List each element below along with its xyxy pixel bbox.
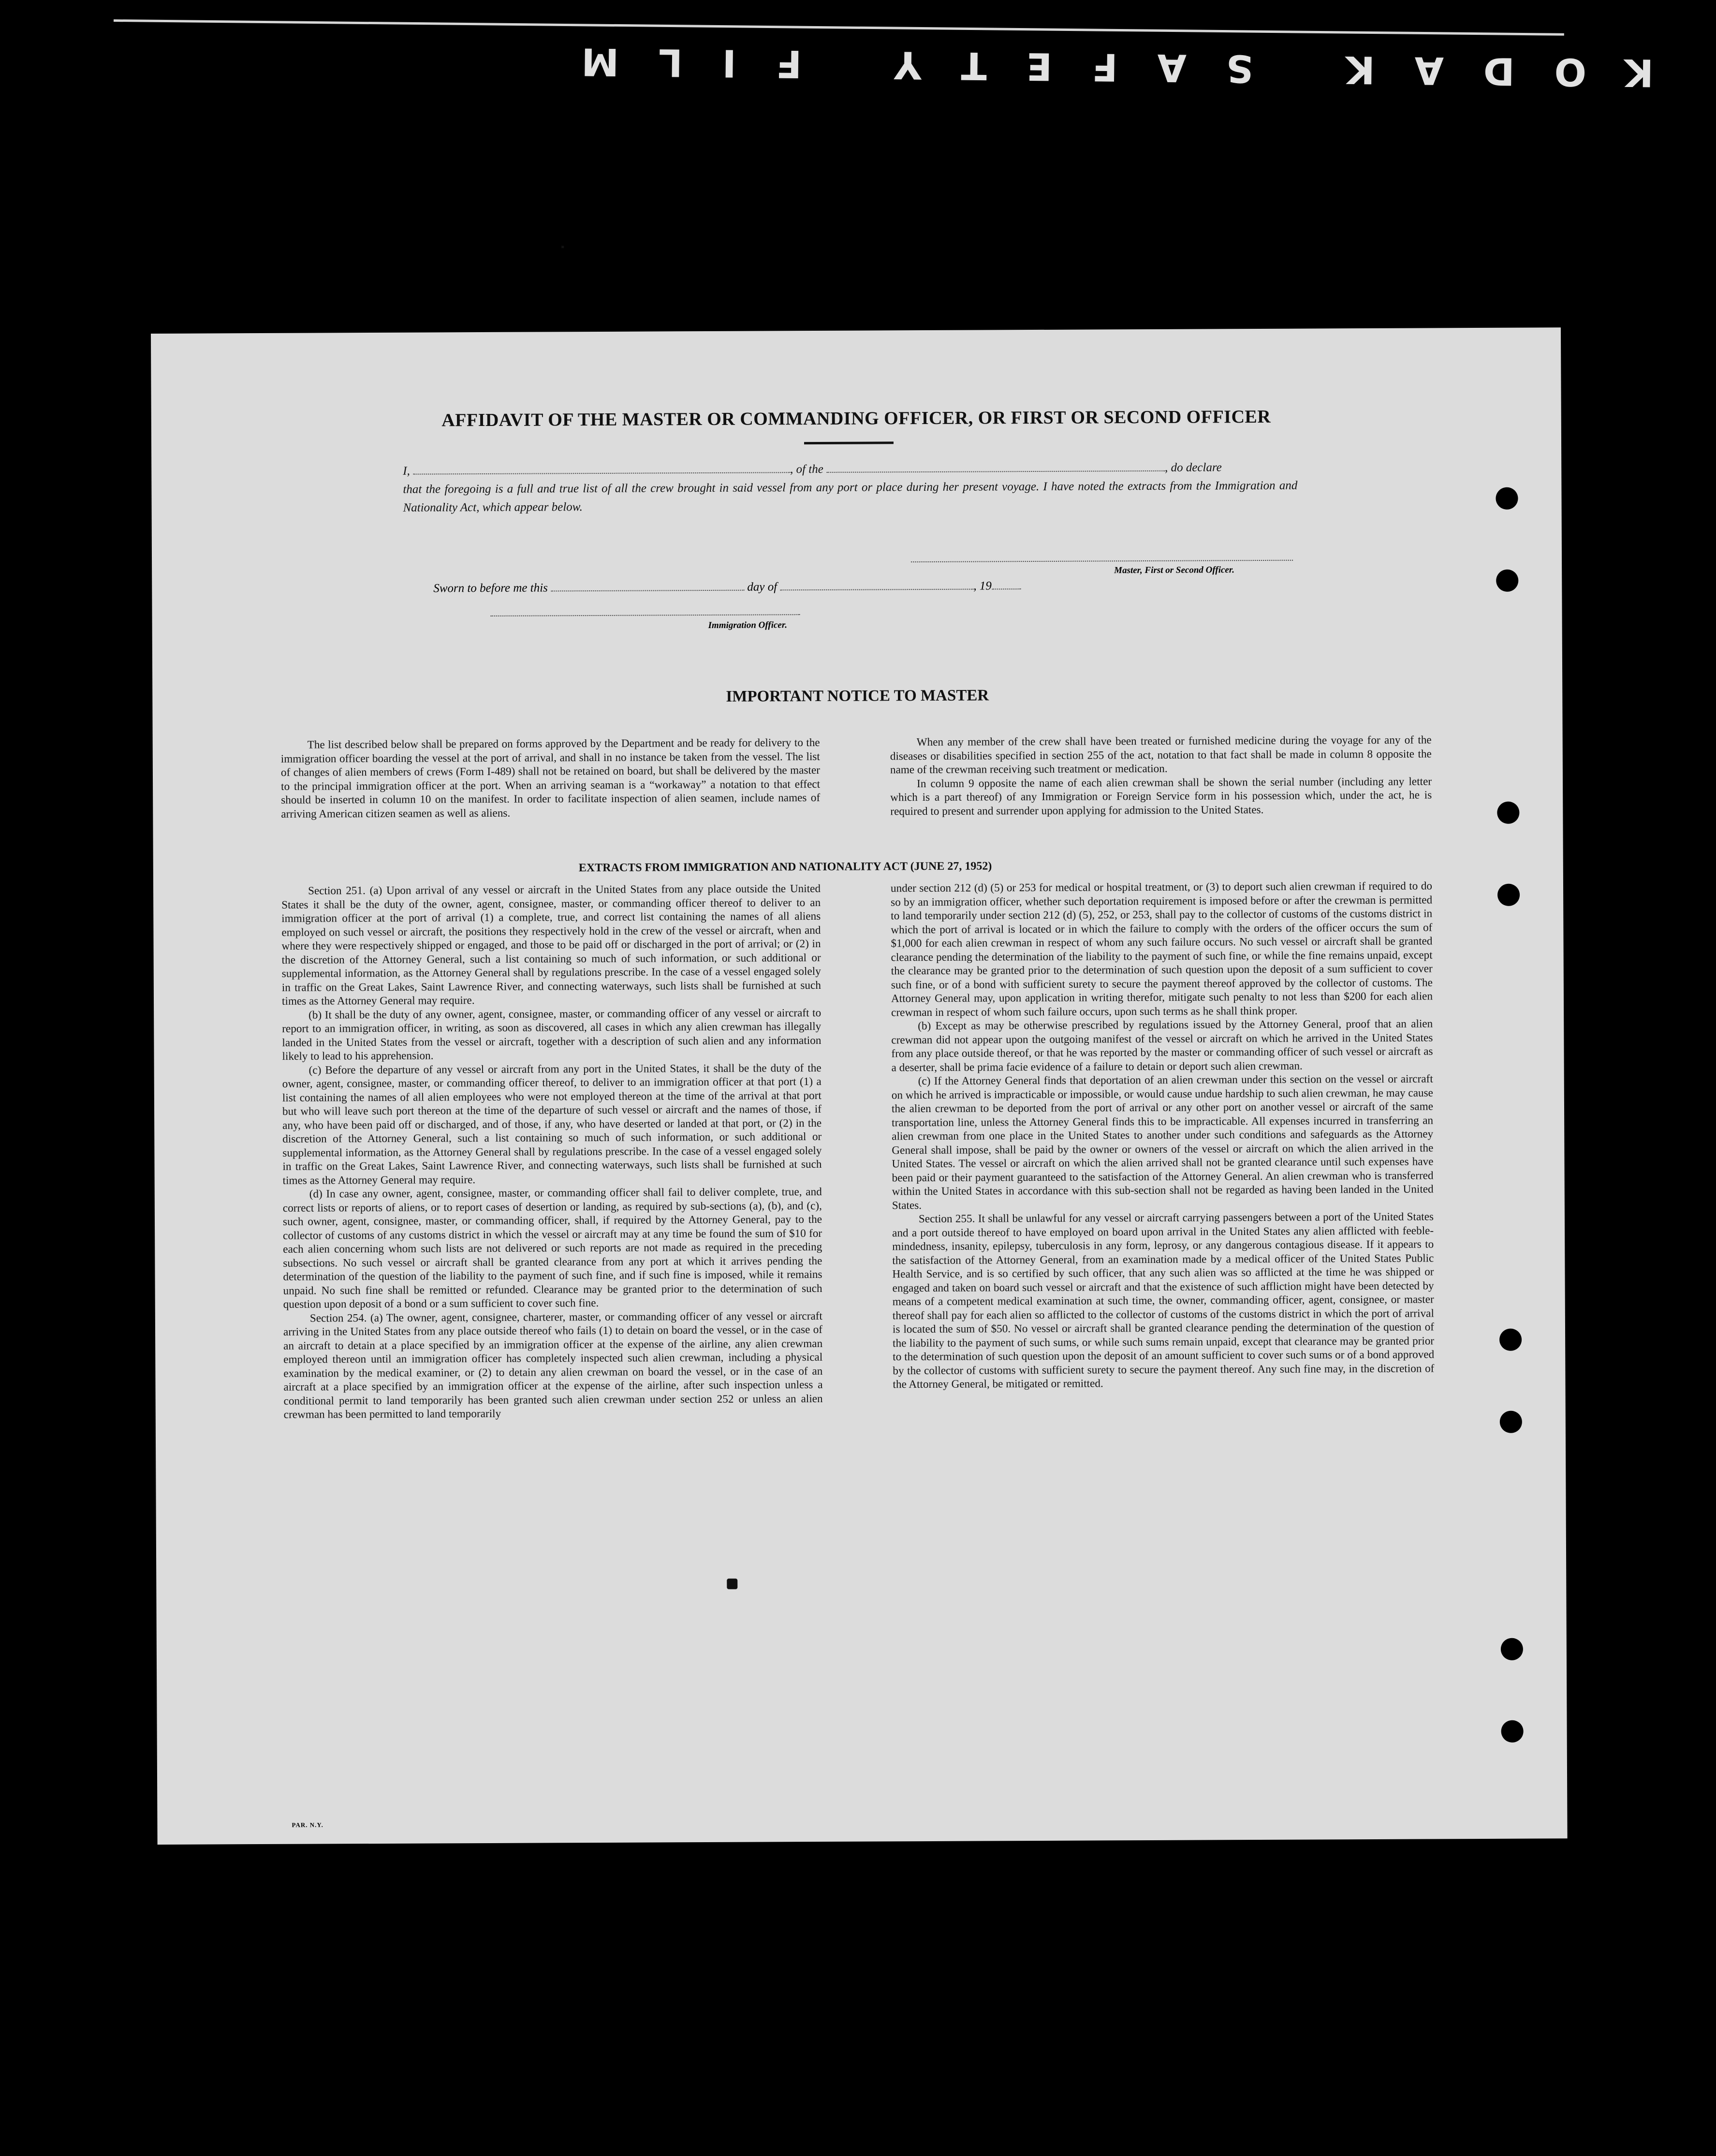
notice-right-column <box>890 733 1432 818</box>
speck <box>727 1579 737 1589</box>
day-field[interactable] <box>551 580 744 592</box>
extracts-right-column <box>891 879 1435 1391</box>
notice-title: IMPORTANT NOTICE TO MASTER <box>726 687 989 705</box>
section-paragraph: Section 254. (a) The owner, agent, consignee, charterer, master, or commanding officer of any vessel or aircraft arriving in the United States from any place outside thereof who fails (1) to detain on board the vessel, or in the case of an aircraft to detain at a place specified by an immigration officer at the expense of the airline, any alien crewman employed thereon until an immigration officer has completely inspected such alien crewman, including a physical examination by the medical examiner, or (2) to detain any alien crewman on board the vessel, or in the case of an aircraft at a place specified by an immigration officer at the expense of the airline, after such inspection unless a conditional permit to land temporarily has been granted such alien crewman under section 252 or unless an alien crewman has been permitted to land temporarily <box>283 1309 823 1421</box>
section-paragraph: (c) Before the departure of any vessel or aircraft from any port in the United States, it shall be the duty of the owner, agent, consignee, master, or commanding officer thereof, to deliver to an immigration officer at that port (1) a list containing the names of all alien employees who were not employed thereon at the time of the arrival at that port but who will leave such port thereon at the time of the departure of such vessel or aircraft and the names of those, if any, who have been paid off or discharged, and of those, if any, who have deserted or landed at that port, or (2) in the discretion of the Attorney General, such a list containing so much of such information, or such additional or supplemental information, as the Attorney General shall by regulations prescribe. In the case of a vessel engaged solely in traffic on the Great Lakes, Saint Lawrence River, and connecting waterways, such lists shall be furnished at such times as the Attorney General may require. <box>282 1061 822 1187</box>
decl-body: that the foregoing is a full and true list of all the crew brought in said vessel from any port or place during her present voyage. I have noted the extracts from the Immigration and Nationality Act, which appear below. <box>403 479 1298 514</box>
month-field[interactable] <box>780 579 973 591</box>
name-field[interactable] <box>413 462 790 474</box>
punch-hole <box>1497 802 1519 824</box>
extracts-left-column <box>281 882 823 1422</box>
section-paragraph: Section 255. It shall be unlawful for any vessel or aircraft carrying passengers between a port of the United States and a port outside thereof to have employed on board upon arrival in the United States any alien afflicted with feeble-mindedness, insanity, epilepsy, tuberculosis in any form, leprosy, or any dangerous contagious disease. If it appears to the satisfaction of the Attorney General, from an examination made by a medical officer of the United States Public Health Service, and is so certified by such officer, that any such alien was so afflicted at the time he was shipped or engaged and taken on board such vessel or aircraft and that the existence of such affliction might have been detected by means of a competent medical examination at such time, the owner, commanding officer, agent, consignee, or master thereof shall pay for each alien so afflicted to the collector of customs of the customs district in which the port of arrival is located the sum of $50. No vessel or aircraft shall be granted clearance pending the determination of the question of the liability to the payment of such sums, or while such sums remain unpaid, except that clearance may be granted prior to the determination of such question upon the deposit of an amount sufficient to cover such sums or of a bond approved by the collector of customs with sufficient surety to secure the payment thereof. Any such fine may, in the discretion of the Attorney General, be mitigated or remitted. <box>892 1210 1435 1391</box>
punch-hole <box>1499 1329 1522 1351</box>
document-page <box>151 327 1568 1845</box>
punch-hole <box>1496 570 1518 592</box>
vessel-field[interactable] <box>826 461 1165 473</box>
section-paragraph: (b) It shall be the duty of any owner, agent, consignee, master, or commanding officer of any vessel or aircraft to report to an immigration officer, in writing, as soon as discovered, all cases in which any alien crewman has illegally landed in the United States from the vessel or aircraft, together with a description of such alien and any information likely to lead to his apprehension. <box>282 1006 821 1063</box>
master-signature-line[interactable] <box>911 560 1293 562</box>
day-of: day of <box>747 580 777 594</box>
decl-declare: , do declare <box>1164 461 1222 474</box>
section-paragraph: Section 251. (a) Upon arrival of any vessel or aircraft in the United States from any place outside the United States it shall be the duty of the owner, agent, consignee, master, or commanding officer thereof to deliver to an immigration officer at the port of arrival (1) a complete, true, and correct list containing the names of all aliens employed on such vessel or aircraft, the positions they respectively hold in the crew of the vessel or aircraft, when and where they were respectively shipped or engaged, and those to be paid off or discharged in the port of arrival; or (2) in the discretion of the Attorney General, such a list containing so much of such information, or such additional or supplemental information, as the Attorney General shall by regulations prescribe. In the case of a vessel engaged solely in traffic on the Great Lakes, Saint Lawrence River, and connecting waterways, such lists shall be furnished at such times as the Attorney General may require. <box>281 882 821 1008</box>
year-field[interactable] <box>992 579 1021 589</box>
notice-paragraph: In column 9 opposite the name of each alien crewman shall be shown the serial number (including any letter which is a part thereof) of any Immigration or Foreign Service form in his possession which, under the act, he is required to present and surrender upon applying for admission to the United States. <box>890 775 1432 818</box>
decl-i: I, <box>403 464 410 478</box>
decl-of: , of the <box>790 462 823 476</box>
immigration-officer-label: Immigration Officer. <box>708 620 787 631</box>
title-rule <box>804 441 894 444</box>
sworn-before: Sworn to before me this <box>433 581 548 595</box>
affidavit-title: AFFIDAVIT OF THE MASTER OR COMMANDING OFFICER, OR FIRST OR SECOND OFFICER <box>441 406 1271 431</box>
section-paragraph: (d) In case any owner, agent, consignee, master, or commanding officer shall fail to deliver complete, true, and correct lists or reports of aliens, or to report cases of desertion or landing, as required by sub-sections (a), (b), and (c), such owner, agent, consignee, master, or commanding officer, shall, if required by the Attorney General, pay to the collector of customs of any customs district in which the vessel or aircraft may at any time be found the sum of $10 for each alien concerning whom such lists are not delivered or such reports are not made as required in the preceding subsections. No such vessel or aircraft shall be granted clearance from any port at which it arrives pending the determination of the question of the liability to the payment of such fine, and if such fine is imposed, while it remains unpaid. No such fine shall be remitted or refunded. Clearance may be granted prior to the determination of such question upon deposit of a bond or a sum sufficient to cover such fine. <box>282 1185 822 1311</box>
master-signature-label: Master, First or Second Officer. <box>1114 565 1234 576</box>
extracts-title: EXTRACTS FROM IMMIGRATION AND NATIONALITY ACT (JUNE 27, 1952) <box>578 860 992 875</box>
immigration-officer-line[interactable] <box>491 614 800 616</box>
punch-hole <box>1501 1720 1524 1743</box>
punch-hole <box>1501 1638 1523 1660</box>
section-paragraph: (c) If the Attorney General finds that deportation of an alien crewman under this section on the vessel or aircraft on which he arrived is impracticable or impossible, or would cause undue hardship to such alien crewman, he may cause the alien crewman to be deported from the port of arrival or any other port on another vessel or aircraft of the same transportation line, unless the Attorney General finds this to be impracticable. All expenses incurred in transferring an alien crewman from one place in the United States to another under such conditions and safeguards as the Attorney General shall impose, shall be paid by the owner or owners of the vessel or aircraft on which the alien arrived in the United States. The vessel or aircraft on which the alien arrived shall not be granted clearance until such expenses have been paid or their payment guaranteed to the satisfaction of the Attorney General. An alien crewman who is transferred within the United States in accordance with this sub-section shall not be regarded as having been landed in the United States. <box>891 1072 1434 1212</box>
punch-hole <box>1500 1411 1522 1433</box>
notice-paragraph: When any member of the crew shall have been treated or furnished medicine during the voyage for any of the diseases or disabilities specified in section 255 of the act, notation to that fact shall be made in column 8 opposite the name of the crewman receiving such treatment or medication. <box>890 733 1432 777</box>
section-paragraph: (b) Except as may be otherwise prescribed by regulations issued by the Attorney General, proof that an alien crewman did not appear upon the outgoing manifest of the vessel or aircraft on which he arrived in the United States from any place outside thereof, or that he was reported by the master or commanding officer of such vessel or aircraft as a deserter, shall be prima facie evidence of a failure to detain or deport such alien crewman. <box>891 1017 1433 1074</box>
punch-hole <box>1497 884 1520 906</box>
notice-left-column <box>281 736 821 821</box>
film-edge <box>0 0 1716 174</box>
year-prefix: , 19 <box>973 579 992 593</box>
speck <box>561 246 564 248</box>
film-edge-line <box>114 19 1564 36</box>
punch-hole <box>1496 487 1518 510</box>
declaration <box>403 458 1297 517</box>
printer-mark: PAR. N.Y. <box>292 1821 323 1829</box>
section-paragraph: under section 212 (d) (5) or 253 for medical or hospital treatment, or (3) to deport such alien crewman if required to do so by an immigration officer, whether such deportation requirement is imposed before or after the crewman is permitted to land temporarily under section 212 (d) (5), 252, or 253, shall pay to the collector of customs of the customs district in which the port of arrival is located or in which the failure to comply with the orders of the officer occurs the sum of $1,000 for each alien crewman in respect of whom any such failure occurs. No such vessel or aircraft shall be granted clearance pending the determination of the liability to the payment of such fine, or while the fine remains unpaid, except the clearance may be granted prior to the determination of such question upon the deposit of a sum sufficient to cover such fine, or of a bond with sufficient surety to secure the payment thereof approved by the collector of customs. The Attorney General may, upon application in writing therefor, mitigate such penalty to not less than $200 for each alien crewman in respect of whom such failure occurs, upon such terms as he shall think proper. <box>890 880 1433 1019</box>
sworn-statement <box>433 579 1021 595</box>
notice-paragraph: The list described below shall be prepared on forms approved by the Department and be ready for delivery to the immigration officer boarding the vessel at the port of arrival, and shall in no instance be taken from the vessel. The list of changes of alien members of crews (Form I-489) shall not be retained on board, but shall be delivered by the master to the principal immigration officer at the port. When an arriving seaman is a “workaway” a notation to that effect should be inserted in column 10 on the manifest. In order to facilitate inspection of alien seamen, include names of arriving American citizen seamen as well as aliens. <box>280 736 821 821</box>
film-edge-text: KODAK SAFETY FILM <box>541 39 1654 94</box>
